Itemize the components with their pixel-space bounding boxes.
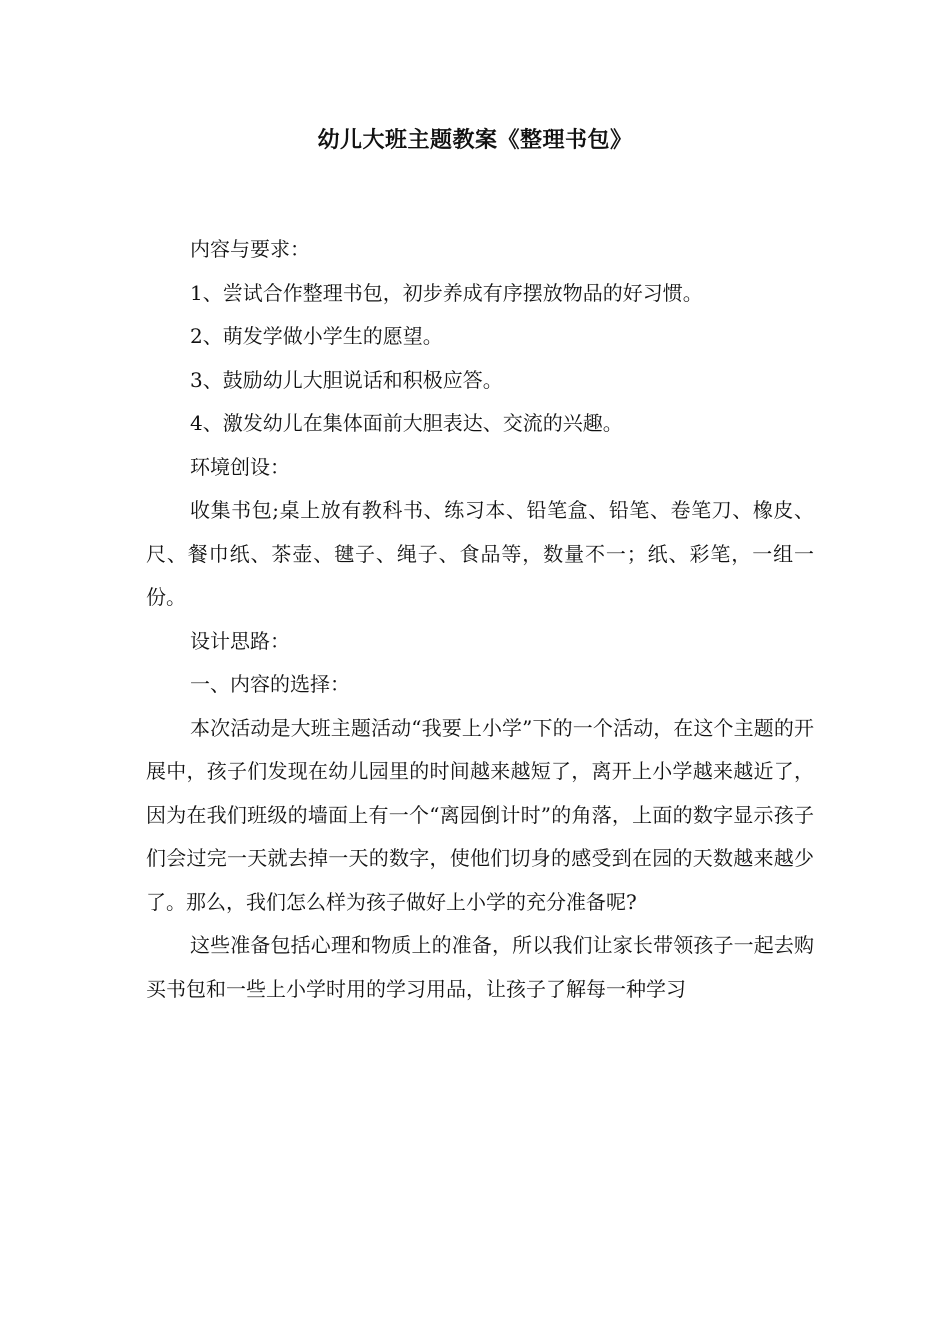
requirement-item-3: 3、鼓励幼儿大胆说话和积极应答。 [190,367,503,392]
document-title: 幼儿大班主题教案《整理书包》 [317,127,633,153]
document-body [146,228,814,1011]
section-heading-requirements: 内容与要求： [190,237,310,261]
section-heading-design: 设计思路： [190,628,290,653]
preparation-paragraph: 这些准备包括心理和物质上的准备，所以我们让家长带领孩子一起去购买书包和一些上小学时用的学习用品，让孩子了解每一种学习 [146,933,814,1001]
requirement-item-4: 4、激发幼儿在集体面前大胆表达、交流的兴趣。 [190,411,623,435]
environment-paragraph: 收集书包;桌上放有教科书、练习本、铅笔盒、铅笔、卷笔刀、橡皮、尺、餐巾纸、茶壶、毽子、绳子、食品等，数量不一；纸、彩笔，一组一份。 [146,498,814,609]
section-heading-environment: 环境创设： [190,454,290,479]
requirement-item-2: 2、萌发学做小学生的愿望。 [190,324,443,348]
requirement-item-1: 1、尝试合作整理书包，初步养成有序摆放物品的好习惯。 [190,280,703,305]
subsection-heading-content-choice: 一、内容的选择： [190,672,350,696]
content-choice-paragraph: 本次活动是大班主题活动“我要上小学”下的一个活动，在这个主题的开展中，孩子们发现在幼儿园里的时间越来越短了，离开上小学越来越近了，因为在我们班级的墙面上有一个“离园倒计时”的角落，上面的数字显示孩子们会过完一天就去掉一天的数字，使他们切身的感受到在园的天数越来越少了。那么，我们怎么样为孩子做好上小学的充分准备呢? [146,715,814,914]
